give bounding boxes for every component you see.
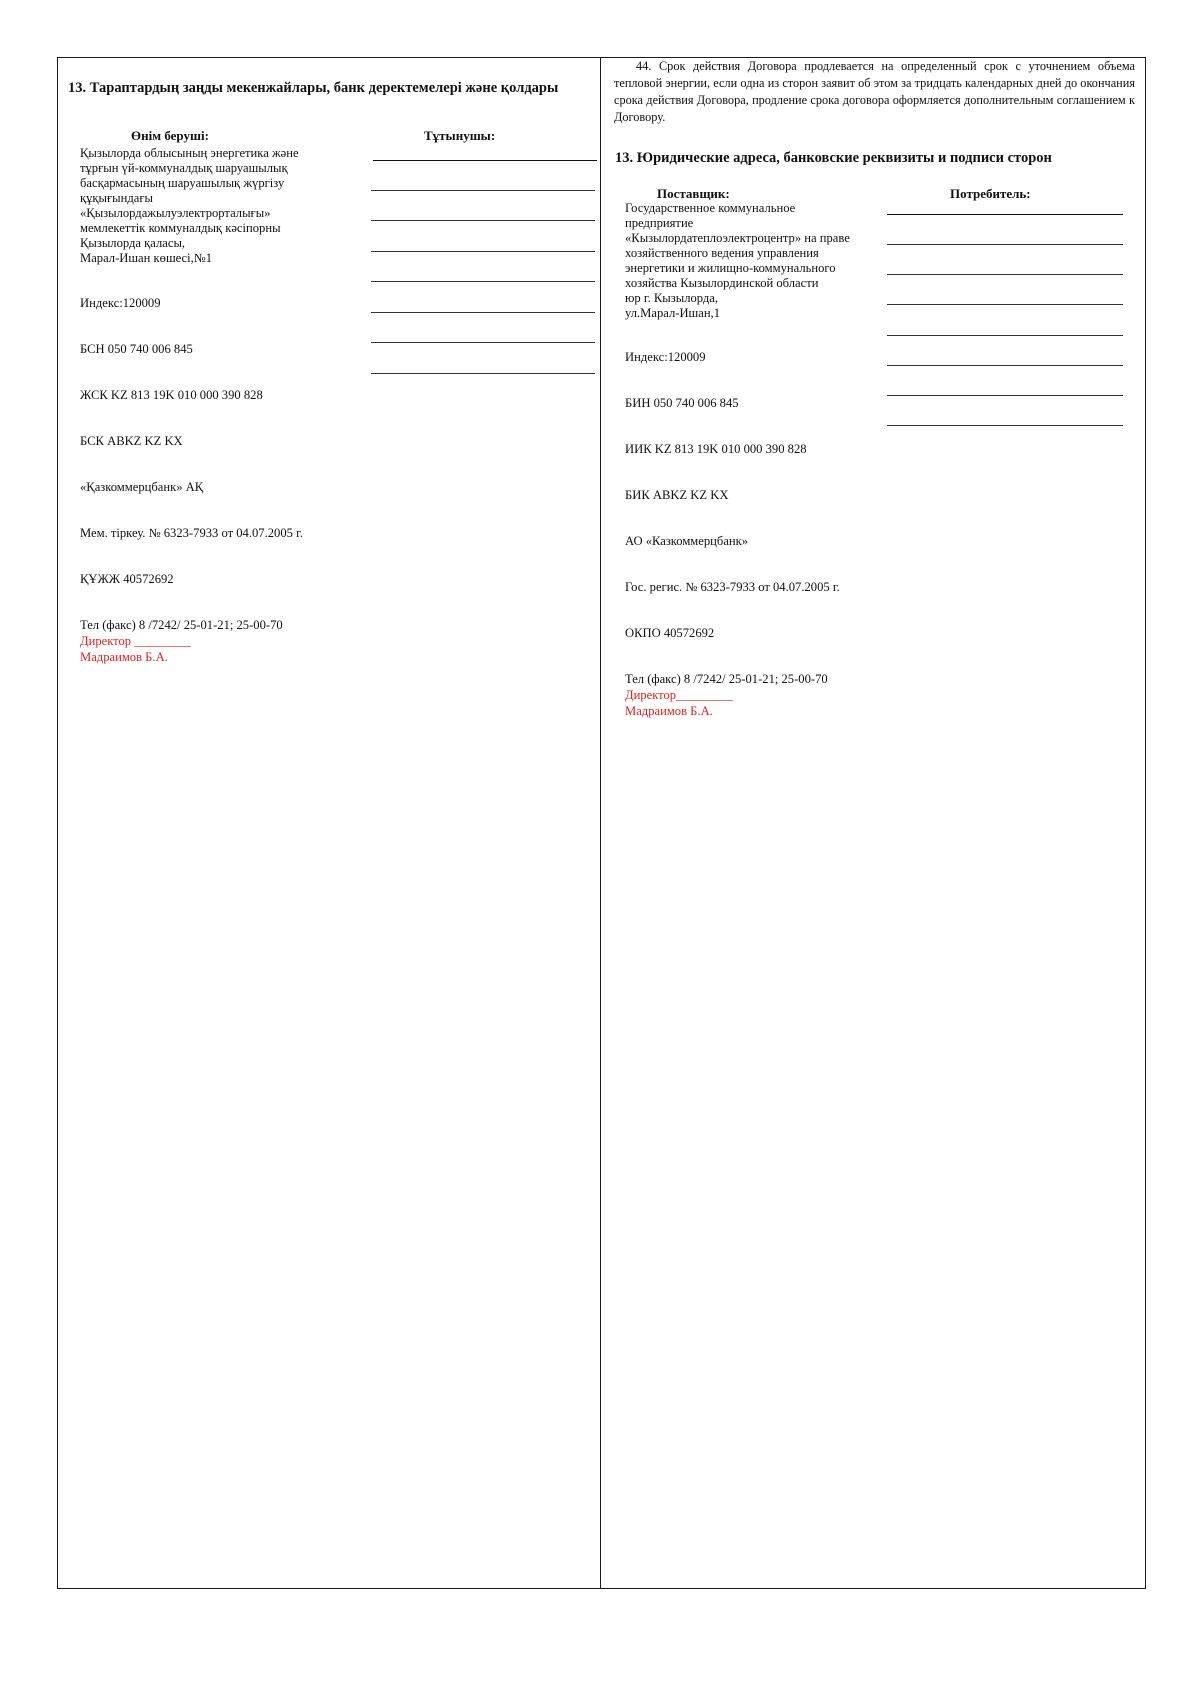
address-line: «Қызылордажылуэлектрорталығы»	[80, 206, 271, 220]
address-line: Қызылорда қаласы,	[80, 236, 186, 250]
section-13-heading-kz: 13. Тараптардың заңды мекенжайлары, банк деректемелері және қолдары	[68, 80, 559, 96]
paragraph-44: 44. Срок действия Договора продлевается на определенный срок с уточнением объема тепловой энергии, если одна из сторон заявит об этом за тридцать календарных дней до окончания срока действия Договора, продление срока договора оформляется дополнительным соглашением к Договору.	[614, 59, 1135, 124]
address-line: юр г. Кызылорда,	[625, 291, 719, 305]
signature-line	[887, 304, 1123, 305]
signature-line	[887, 395, 1123, 396]
iik-kz: ЖСК KZ 813 19K 010 000 390 828	[80, 388, 263, 402]
postal-index-kz: Индекс:120009	[80, 296, 161, 310]
signature-line	[371, 251, 595, 252]
signature-line	[887, 214, 1123, 215]
address-line: хозяйственного ведения управления	[625, 246, 819, 260]
signature-line	[887, 244, 1123, 245]
postal-index-ru: Индекс:120009	[625, 350, 706, 364]
okpo-ru: ОКПО 40572692	[625, 626, 715, 640]
bin-ru: БИН 050 740 006 845	[625, 396, 739, 410]
bank-name-ru: АО «Казкоммерцбанк»	[625, 534, 749, 548]
signature-line	[887, 425, 1123, 426]
director-name-kz: Мадраимов Б.А.	[80, 650, 168, 664]
director-signature-ru: Директор_________	[625, 688, 733, 702]
registration-kz: Мем. тіркеу. № 6323-7933 от 04.07.2005 г.	[80, 526, 303, 540]
phone-fax-ru: Тел (факс) 8 /7242/ 25-01-21; 25-00-70	[625, 672, 828, 686]
bik-ru: БИК ABKZ KZ KX	[625, 488, 729, 502]
address-line: «Кызылордатеплоэлектроцентр» на праве	[625, 231, 850, 245]
section-13-heading-ru: 13. Юридические адреса, банковские реквизиты и подписи сторон	[615, 150, 1052, 166]
okpo-kz: ҚҰЖЖ 40572692	[80, 572, 174, 586]
page-frame	[57, 57, 1146, 1589]
address-line: басқармасының шаруашылық жүргізу	[80, 176, 285, 190]
address-line: құқығындағы	[80, 191, 153, 205]
supplier-heading-ru: Поставщик:	[657, 186, 730, 201]
address-line: Государственное коммунальное	[625, 201, 796, 215]
address-line: тұрғын үй-коммуналдық шаруашылық	[80, 161, 288, 175]
bik-kz: БСК ABKZ KZ KX	[80, 434, 183, 448]
address-line: энергетики и жилищно-коммунального	[625, 261, 836, 275]
signature-line	[371, 312, 595, 313]
address-line: Қызылорда облысының энергетика және	[80, 146, 299, 160]
address-line: предприятие	[625, 216, 694, 230]
address-line: Марал-Ишан көшесі,№1	[80, 251, 213, 265]
signature-line	[371, 342, 595, 343]
address-line: хозяйства Кызылординской области	[625, 276, 819, 290]
signature-line	[371, 281, 595, 282]
signature-line	[887, 365, 1123, 366]
supplier-heading-kz: Өнім беруші:	[131, 128, 209, 143]
director-name-ru: Мадраимов Б.А.	[625, 704, 713, 718]
consumer-heading-kz: Тұтынушы:	[424, 128, 496, 143]
address-line: мемлекеттік коммуналдық кәсіпорны	[80, 221, 281, 235]
address-line: ул.Марал-Ишан,1	[625, 306, 721, 320]
signature-line	[371, 373, 595, 374]
signature-line	[371, 220, 595, 221]
column-divider	[600, 57, 601, 1589]
iik-ru: ИИК KZ 813 19K 010 000 390 828	[625, 442, 807, 456]
registration-ru: Гос. регис. № 6323-7933 от 04.07.2005 г.	[625, 580, 840, 594]
bin-kz: БСН 050 740 006 845	[80, 342, 193, 356]
signature-line	[373, 160, 597, 161]
consumer-heading-ru: Потребитель:	[950, 186, 1031, 201]
signature-line	[887, 335, 1123, 336]
signature-line	[371, 190, 595, 191]
bank-name-kz: «Қазкоммерцбанк» АҚ	[80, 480, 204, 494]
phone-fax-kz: Тел (факс) 8 /7242/ 25-01-21; 25-00-70	[80, 618, 283, 632]
director-signature-kz: Директор _________	[80, 634, 191, 648]
signature-line	[887, 274, 1123, 275]
